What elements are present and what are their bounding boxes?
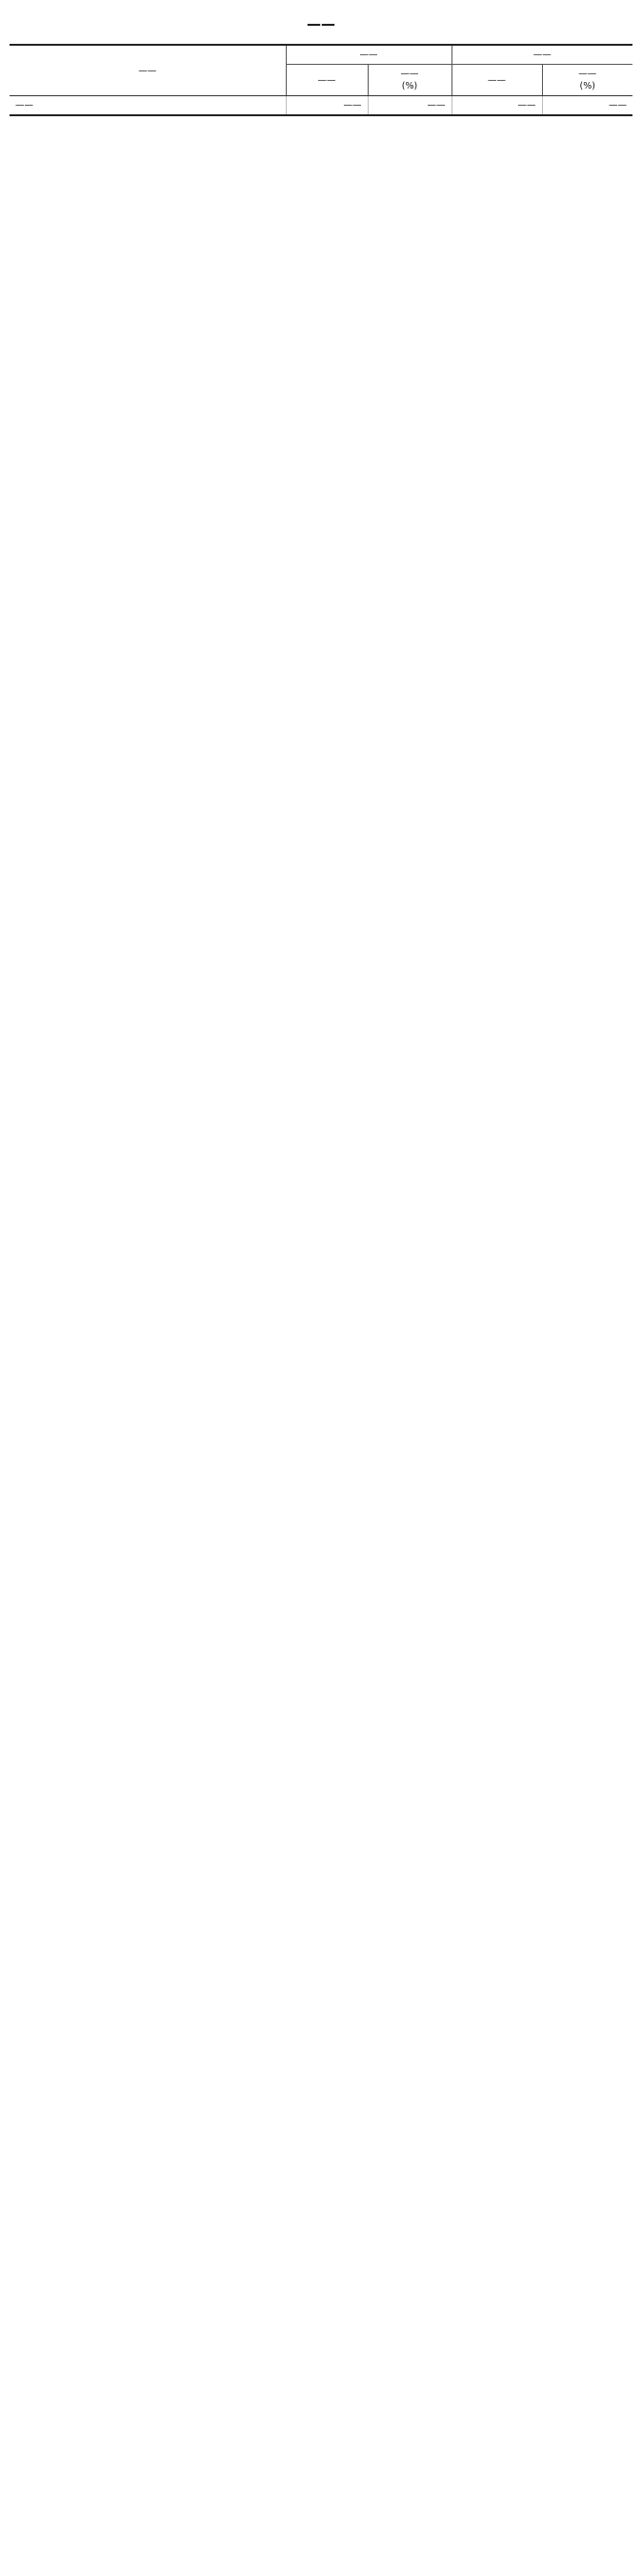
- indicator-header: ——: [10, 46, 286, 96]
- july-value: ——: [286, 96, 368, 115]
- absolute-value-header: ——: [286, 65, 368, 96]
- row-label: ——: [15, 100, 33, 111]
- table-body: [10, 96, 632, 115]
- page-title: ——: [307, 15, 335, 32]
- ytd-value: ——: [451, 96, 542, 115]
- statistics-table-container: [10, 44, 632, 116]
- absolute-value-header: ——: [451, 65, 542, 96]
- period-header-jan-jul: ——: [451, 46, 632, 65]
- growth-header: —— (%): [368, 65, 451, 96]
- july-growth: ——: [368, 96, 451, 115]
- statistics-table: [10, 46, 632, 114]
- table-row: [10, 96, 632, 115]
- period-header-july: ——: [286, 46, 451, 65]
- table-header: [10, 46, 632, 96]
- ytd-growth: ——: [542, 96, 632, 115]
- growth-header: —— (%): [542, 65, 632, 96]
